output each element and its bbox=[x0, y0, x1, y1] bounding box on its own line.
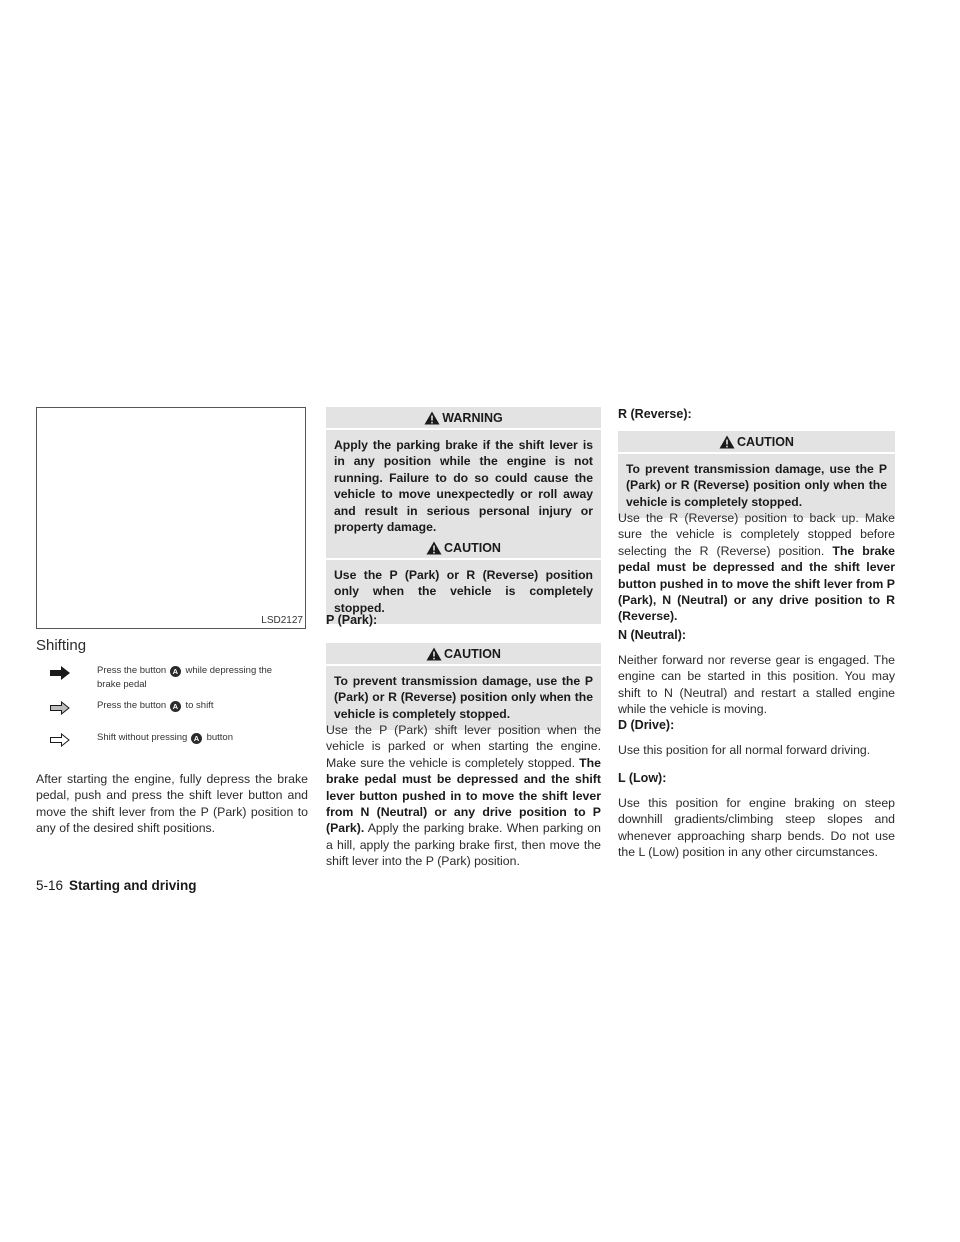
legend-item-shift-without-press bbox=[40, 731, 310, 753]
neutral-heading: N (Neutral): bbox=[618, 628, 687, 642]
figure-id: LSD2127 bbox=[261, 615, 303, 626]
caution-heading: CAUTION bbox=[326, 643, 601, 666]
caution-box-1 bbox=[326, 537, 601, 624]
caution-heading: CAUTION bbox=[326, 537, 601, 560]
warning-triangle-icon bbox=[424, 411, 440, 425]
warning-heading: WARNING bbox=[326, 407, 601, 430]
legend-text: Press the button A to shift bbox=[97, 700, 214, 711]
neutral-paragraph: Neither forward nor reverse gear is engaged. The engine can be started in this position. You may shift to N (Neutral) and restart a stalled engine while the vehicle is moving. bbox=[618, 653, 895, 717]
low-heading: L (Low): bbox=[618, 771, 667, 785]
warning-triangle-icon bbox=[426, 647, 442, 661]
reverse-paragraph: Use the R (Reverse) position to back up. Make sure the vehicle is completely stopped before selecting the R (Reverse) position. The brake pedal must be depressed and the shift lever button pushed in to move the shift lever from P (Park), N (Neutral) or any drive position to R (Reverse). bbox=[618, 511, 896, 624]
marker-a-icon: A bbox=[191, 733, 202, 744]
page-number: 5-16 bbox=[36, 878, 64, 893]
marker-a-icon: A bbox=[170, 666, 181, 677]
caution-box-reverse bbox=[618, 431, 895, 518]
park-paragraph: Use the P (Park) shift lever position when the vehicle is parked or when starting the engine. Make sure the vehicle is completely stopped. The brake pedal must be depressed and the shift lever button pushed in to move the shift lever from N (Neutral) or any drive position to P (Park). Apply the parking brake. When parking on a hill, apply the parking brake first, then move the shift lever into the P (Park) position. bbox=[326, 723, 601, 869]
caution-text: To prevent transmission damage, use the P (Park) or R (Reverse) position only when the vehicle is completely stopped. bbox=[626, 462, 887, 509]
solid-arrow-icon bbox=[40, 664, 80, 686]
legend-item-press-with-brake bbox=[40, 664, 310, 692]
drive-heading: D (Drive): bbox=[618, 718, 675, 732]
chapter-title: Starting and driving bbox=[69, 878, 197, 893]
drive-paragraph: Use this position for all normal forward driving. bbox=[618, 743, 871, 757]
shaded-arrow-icon bbox=[40, 699, 80, 721]
caution-text: Use the P (Park) or R (Reverse) position only when the vehicle is completely stopped. bbox=[334, 568, 593, 615]
caution-text: To prevent transmission damage, use the P (Park) or R (Reverse) position only when the vehicle is completely stopped. bbox=[334, 674, 593, 721]
legend-text: Shift without pressing A button bbox=[97, 732, 233, 743]
warning-triangle-icon bbox=[426, 541, 442, 555]
warning-text: Apply the parking brake if the shift lever is in any position while the engine is not running. Failure to do so could cause the vehicle to move unexpectedly or roll away and result in serious personal injury or property damage. bbox=[334, 438, 593, 535]
caution-heading: CAUTION bbox=[618, 431, 895, 454]
warning-box bbox=[326, 407, 601, 543]
reverse-heading: R (Reverse): bbox=[618, 407, 692, 421]
caution-box-park bbox=[326, 643, 601, 730]
outline-arrow-icon bbox=[40, 731, 80, 753]
page-footer bbox=[36, 878, 197, 893]
warning-triangle-icon bbox=[719, 435, 735, 449]
shift-lever-figure bbox=[36, 407, 306, 629]
marker-a-icon: A bbox=[170, 701, 181, 712]
section-title-shifting: Shifting bbox=[36, 637, 87, 654]
low-paragraph: Use this position for engine braking on steep downhill gradients/climbing steep slopes and whenever approaching sharp bends. Do not use the L (Low) position in any other circumstances. bbox=[618, 796, 895, 860]
park-heading: P (Park): bbox=[326, 613, 378, 627]
shifting-paragraph: After starting the engine, fully depress the brake pedal, push and press the shift lever button and move the shift lever from the P (Park) position to any of the desired shift positions. bbox=[36, 772, 308, 836]
legend-text: Press the button A while depressing the brake pedal bbox=[97, 665, 273, 690]
legend-item-press-to-shift bbox=[40, 699, 310, 721]
